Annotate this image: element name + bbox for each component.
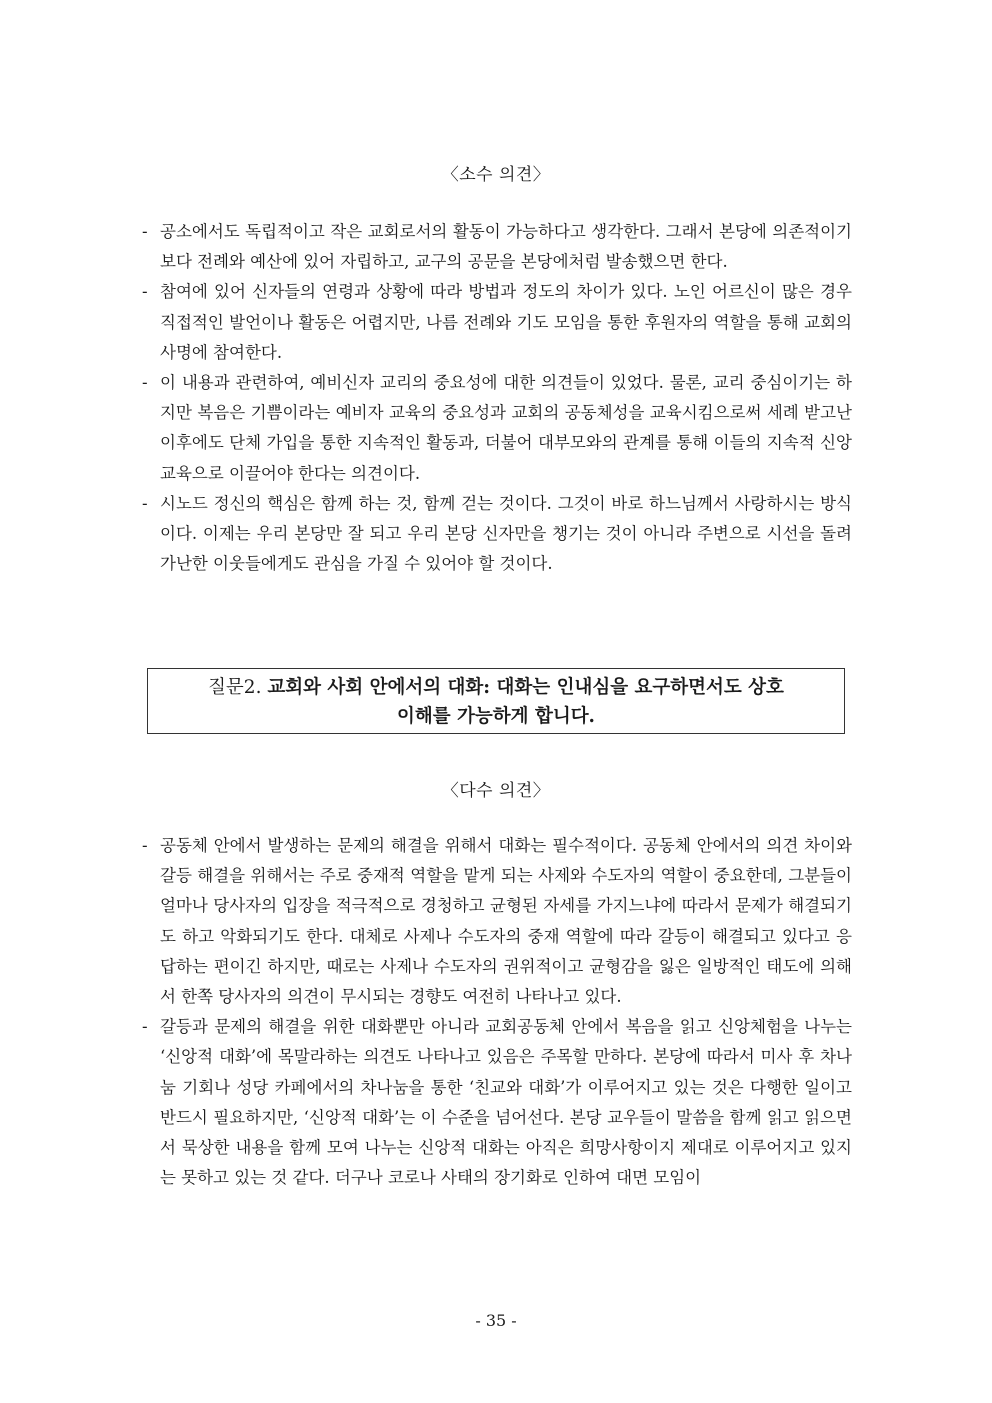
dash: - — [142, 836, 148, 855]
list-item — [140, 1012, 852, 1193]
majority-heading: 〈다수 의견〉 — [441, 781, 551, 801]
list-item — [140, 489, 852, 580]
dash: - — [142, 1017, 148, 1037]
minority-opinion-list — [140, 217, 852, 579]
list-item-text: 이 내용과 관련하여, 예비신자 교리의 중요성에 대한 의견들이 있었다. 물론, 교리 중심이기는 하지만 복음은 기쁨이라는 예비자 교육의 중요성과 교회의 공동체성을 교육시킴으로써 세례 받고난 이후에도 단체 가입을 통한 지속적인 활동과, 더불어 대부모와의 관계를 통해 이들의 지속적 신앙교육으로 이끌어야 한다는 의견이다. — [160, 373, 852, 483]
list-item — [140, 368, 852, 489]
list-item-text: 갈등과 문제의 해결을 위한 대화뿐만 아니라 교회공동체 안에서 복음을 읽고 신앙체험을 나누는 ‘신앙적 대화’에 목말라하는 의견도 나타나고 있음은 주목할 만하다. 본당에 따라서 미사 후 차나눔 기회나 성당 카페에서의 차나눔을 통한 ‘친교와 대화’가 이루어지고 있는 것은 다행한 일이고 반드시 필요하지만, ‘신앙적 대화’는 이 수준을 넘어선다. 본당 교우들이 말씀을 함께 읽고 읽으면서 묵상한 내용을 함께 모여 나누는 신앙적 대화는 아직은 희망사항이지 제대로 이루어지고 있지는 못하고 있는 것 같다. 더구나 코로나 사태의 장기화로 인하여 대면 모임이 — [160, 1017, 852, 1188]
dash: - — [142, 222, 148, 241]
list-item — [140, 217, 852, 277]
dash: - — [142, 373, 148, 393]
question-label: 질문2. — [208, 677, 262, 698]
list-item-text: 공동체 안에서 발생하는 문제의 해결을 위해서 대화는 필수적이다. 공동체 안에서의 의견 차이와 갈등 해결을 위해서는 주로 중재적 역할을 맡게 되는 사제와 수도자의 역할이 중요한데, 그분들이 얼마나 당사자의 입장을 적극적으로 경청하고 균형된 자세를 가지느냐에 따라서 문제가 해결되기도 하고 악화되기도 한다. 대체로 사제나 수도자의 중재 역할에 따라 갈등이 해결되고 있다고 응답하는 편이긴 하지만, 때로는 사제나 수도자의 권위적이고 균형감을 잃은 일방적인 태도에 의해서 한쪽 당사자의 의견이 무시되는 경향도 여전히 나타나고 있다. — [160, 836, 852, 1007]
list-item-text: 참여에 있어 신자들의 연령과 상황에 따라 방법과 정도의 차이가 있다. 노인 어르신이 많은 경우 직접적인 발언이나 활동은 어렵지만, 나름 전례와 기도 모임을 통한 후원자의 역할을 통해 교회의 사명에 참여한다. — [160, 282, 852, 362]
question-box — [147, 668, 845, 734]
list-item — [140, 277, 852, 368]
minority-heading: 〈소수 의견〉 — [441, 165, 551, 185]
list-item — [140, 831, 852, 1012]
question-title-line2: 이해를 가능하게 합니다. — [396, 706, 596, 727]
dash: - — [142, 282, 148, 302]
page-number: - 35 - — [475, 1311, 517, 1330]
majority-opinion-list — [140, 831, 852, 1193]
question-line-1 — [148, 673, 844, 702]
list-item-text: 시노드 정신의 핵심은 함께 하는 것, 함께 걷는 것이다. 그것이 바로 하느님께서 사랑하시는 방식이다. 이제는 우리 본당만 잘 되고 우리 본당 신자만을 챙기는 것이 아니라 주변으로 시선을 돌려 가난한 이웃들에게도 관심을 가질 수 있어야 할 것이다. — [160, 493, 852, 574]
question-title-line1: 교회와 사회 안에서의 대화: 대화는 인내심을 요구하면서도 상호 — [267, 677, 784, 698]
list-item-text: 공소에서도 독립적이고 작은 교회로서의 활동이 가능하다고 생각한다. 그래서 본당에 의존적이기보다 전례와 예산에 있어 자립하고, 교구의 공문을 본당에처럼 발송했으면 한다. — [160, 222, 852, 272]
dash: - — [142, 493, 148, 513]
